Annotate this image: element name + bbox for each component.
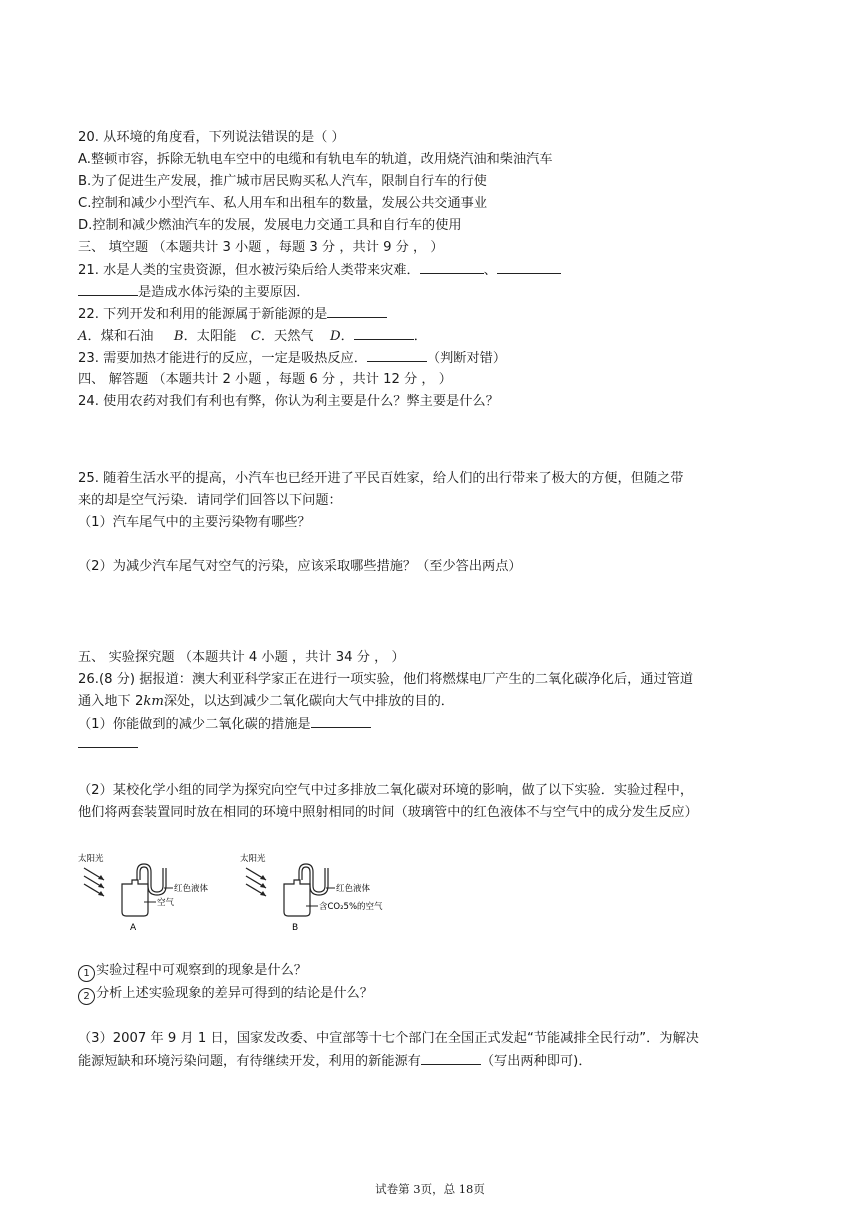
q20-option-a: A.整顿市容，拆除无轨电车空中的电缆和有轨电车的轨道，改用烧汽油和柴油汽车 <box>78 152 553 167</box>
q26-part3-tail: （写出两种即可)． <box>480 1054 592 1069</box>
q25-part1: （1）汽车尾气中的主要污染物有哪些？ <box>78 515 311 530</box>
section-3-heading: 三、 填空题 （本题共计 3 小题 ，每题 3 分 ，共计 9 分 ， ） <box>78 240 444 255</box>
q21-line2 <box>78 283 309 302</box>
circled-number-1: 1 <box>78 965 95 982</box>
q21-line1 <box>78 261 561 280</box>
q26-part3-text: 能源短缺和环境污染问题，有待继续开发，利用的新能源有 <box>78 1054 421 1069</box>
q26-sub2-text: 分析上述实验现象的差异可得到的结论是什么？ <box>96 986 373 1001</box>
q22-opt-a: ．煤和石油 <box>87 329 154 344</box>
q20-option-c: C.控制和减少小型汽车、私人用车和出租车的数量，发展公共交通事业 <box>78 196 488 211</box>
q22-options <box>78 327 427 346</box>
q26-sub1-text: 实验过程中可观察到的现象是什么？ <box>96 963 307 978</box>
q22-end: ． <box>413 329 427 344</box>
section-5-heading: 五、 实验探究题 （本题共计 4 小题 ，共计 34 分 ， ） <box>78 650 405 665</box>
q26-part1-blank[interactable] <box>311 715 371 728</box>
q22-opt-b: ．太阳能 <box>183 329 237 344</box>
q26-part1-text: （1）你能做到的减少二氧化碳的措施是 <box>78 717 311 732</box>
q20-stem: 20. 从环境的角度看，下列说法错误的是（ ） <box>78 130 345 145</box>
q26-part2-line2: 他们将两套装置同时放在相同的环境中照射相同的时间（玻璃管中的红色液体不与空气中的成分发生反应） <box>78 805 698 820</box>
q26-part1-blank-line[interactable] <box>78 735 138 754</box>
q22-opt-d-blank[interactable] <box>354 327 414 340</box>
section-4-heading: 四、 解答题 （本题共计 2 小题 ，每题 6 分 ，共计 12 分 ， ） <box>78 372 452 387</box>
q25-part2: （2）为减少汽车尾气对空气的污染，应该采取哪些措施？（至少答出两点） <box>78 559 522 574</box>
page-footer: 试卷第 3页，总 18页 <box>375 1182 485 1196</box>
q21-text: 21. 水是人类的宝贵资源，但水被污染后给人类带来灾难． <box>78 263 420 278</box>
q26-sub1 <box>78 962 307 982</box>
q26-sub2 <box>78 985 373 1005</box>
q20-option-d: D.控制和减少燃油汽车的发展，发展电力交通工具和自行车的使用 <box>78 218 462 233</box>
q21-blank-1[interactable] <box>420 261 484 274</box>
label-b: B <box>292 923 299 933</box>
q26-depth-number: 2 <box>134 694 144 709</box>
sun-label-b: 太阳光 <box>240 854 266 864</box>
red-liquid-label-a: 红色液体 <box>174 884 209 894</box>
label-a: A <box>130 923 137 933</box>
q25-line2: 来的却是空气污染．请同学们回答以下问题： <box>78 493 342 508</box>
apparatus-b <box>240 853 383 933</box>
q26-part1 <box>78 715 371 734</box>
q23-tail: （判断对错） <box>426 351 507 366</box>
q22-opt-c: ．天然气 <box>260 329 314 344</box>
q26-line1: 26.(8 分) 据报道：澳大利亚科学家正在进行一项实验，他们将燃煤电厂产生的二氧化碳净化后，通过管道 <box>78 672 694 687</box>
q22-opt-a-letter: A <box>78 329 88 344</box>
q26-line2 <box>78 693 454 711</box>
red-liquid-label-b: 红色液体 <box>336 884 371 894</box>
q25-line1: 25. 随着生活水平的提高，小汽车也已经开进了平民百姓家，给人们的出行带来了极大的方便，但随之带 <box>78 471 684 486</box>
sun-label-a: 太阳光 <box>78 854 104 864</box>
q22-opt-d: ． <box>340 329 354 344</box>
q21-separator: 、 <box>483 263 497 278</box>
q26-part2-line1: （2）某校化学小组的同学为探究向空气中过多排放二氧化碳对环境的影响，做了以下实验．实验过程中， <box>78 783 694 798</box>
air-label: 空气 <box>157 898 175 908</box>
q23 <box>78 349 506 368</box>
q22-stem-text: 22. 下列开发和利用的能源属于新能源的是 <box>78 307 328 322</box>
q22-stem <box>78 305 387 324</box>
q20-option-b: B.为了促进生产发展，推广城市居民购买私人汽车，限制自行车的行使 <box>78 174 487 189</box>
q21-tail: 是造成水体污染的主要原因． <box>138 285 310 300</box>
q24: 24. 使用农药对我们有利也有弊，你认为利主要是什么？弊主要是什么？ <box>78 394 499 409</box>
q23-blank[interactable] <box>367 349 427 362</box>
q23-text: 23. 需要加热才能进行的反应，一定是吸热反应． <box>78 351 367 366</box>
apparatus-a <box>78 853 209 933</box>
q26-part3-line1: （3）2007 年 9 月 1 日，国家发改委、中宣部等十七个部门在全国正式发起“节能减排全民行动”．为解决 <box>78 1031 699 1046</box>
q22-opt-c-letter: C <box>250 329 261 344</box>
co2-air-label: 含CO₂5%的空气 <box>319 902 383 912</box>
q26-depth-unit: km <box>143 694 164 709</box>
q26-line2-start: 通入地下 <box>78 694 135 709</box>
q26-line2-end: 深处，以达到减少二氧化碳向大气中排放的目的． <box>163 694 454 709</box>
q22-blank[interactable] <box>327 305 387 318</box>
q22-opt-b-letter: B <box>173 329 184 344</box>
experiment-figure <box>76 852 406 934</box>
q22-opt-d-letter: D <box>329 329 341 344</box>
q21-blank-3[interactable] <box>78 283 138 296</box>
q26-part3-blank[interactable] <box>421 1052 481 1065</box>
circled-number-2: 2 <box>78 988 95 1005</box>
q26-part3-line2 <box>78 1052 592 1071</box>
q21-blank-2[interactable] <box>497 261 561 274</box>
